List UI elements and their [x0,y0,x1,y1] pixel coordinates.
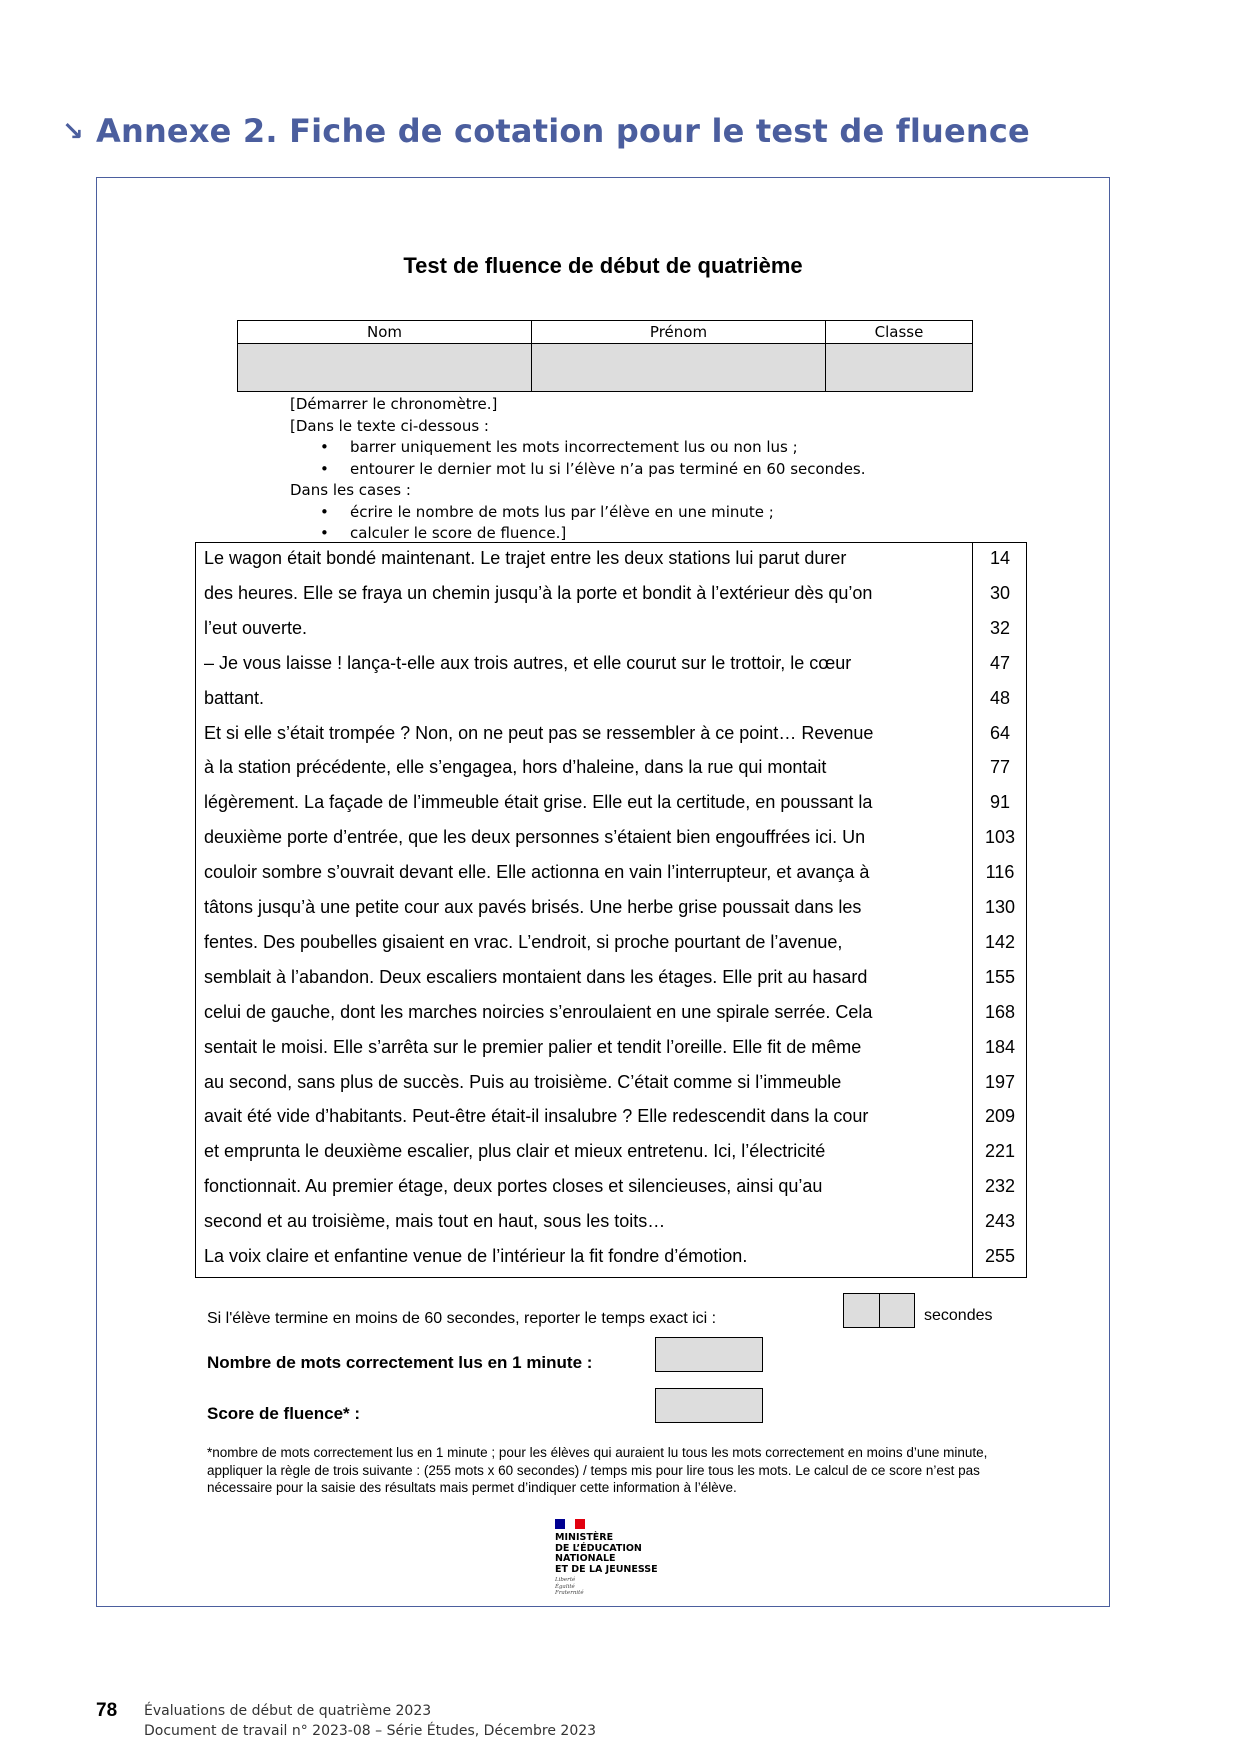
cumulative-word-count: 77 [989,757,1011,778]
flag-stripe [575,1519,585,1529]
text-line [196,892,1026,927]
column-header-nom: Nom [238,321,532,344]
text-line-content: second et au troisième, mais tout en haut, sous les toits… [204,1211,666,1232]
text-line [196,1206,1026,1241]
cumulative-word-count: 232 [984,1176,1016,1197]
text-line [196,1101,1026,1136]
instruction-bullet: • barrer uniquement les mots incorrectement lus ou non lus ; [350,437,930,459]
text-line [196,857,1026,892]
text-line [196,822,1026,857]
cumulative-word-count: 155 [984,966,1016,987]
fluency-score-label: Score de fluence* : [207,1404,361,1423]
text-line-content: semblait à l’abandon. Deux escaliers montaient dans les étages. Elle prit au hasard [204,966,868,987]
instruction-line: [Dans le texte ci-dessous : [290,416,489,435]
cumulative-word-count: 221 [984,1141,1016,1162]
text-line [196,962,1026,997]
text-line-content: couloir sombre s’ouvrait devant elle. Elle actionna en vain l’interrupteur, et avança à [204,862,870,883]
text-line-content: avait été vide d’habitants. Peut-être était-il insalubre ? Elle redescendit dans la cour [204,1106,869,1127]
text-line [196,787,1026,822]
text-line-content: deuxième porte d’entrée, que les deux personnes s’étaient bien engouffrées ici. Un [204,827,866,848]
text-line [196,613,1026,648]
ministry-motto: Liberté Égalité Fraternité [555,1577,584,1596]
text-line-content: à la station précédente, elle s’engagea, hors d’haleine, dans la rue qui montait [204,757,827,778]
instruction-line: [Démarrer le chronomètre.] [290,395,498,413]
text-line-content: légèrement. La façade de l’immeuble était grise. Elle eut la certitude, en poussant la [204,792,873,813]
words-read-label: Nombre de mots correctement lus en 1 minute : [207,1353,593,1372]
text-line [196,997,1026,1032]
text-line-content: battant. [204,687,265,708]
annex-title-text: Annexe 2. Fiche de cotation pour le test de fluence [96,112,1030,150]
text-line [196,718,1026,753]
column-header-prenom: Prénom [532,321,826,344]
text-line-content: La voix claire et enfantine venue de l’intérieur la fit fondre d’émotion. [204,1246,748,1266]
text-line-content: des heures. Elle se fraya un chemin jusqu’à la porte et bondit à l’extérieur dès qu’on [204,582,873,603]
cumulative-word-count: 243 [984,1211,1016,1232]
text-line [196,543,1026,578]
footnote: *nombre de mots correctement lus en 1 minute ; pour les élèves qui auraient lu tous les mots correctement en moins d’une minute, appliquer la règle de trois suivante : (255 mots x 60 secondes) / temps mis pour lire tous les mots. Le calcul de ce score n’est pas nécessaire pour la saisie des résultats mais permet d’indiquer cette information à l’élève. [207,1445,988,1495]
footer-line: Document de travail n° 2023-08 – Série Études, Décembre 2023 [144,1723,597,1739]
footer-line: Évaluations de début de quatrième 2023 [144,1703,432,1719]
text-line [196,578,1026,613]
ministry-logo [555,1519,675,1597]
fluency-score-input[interactable] [655,1388,763,1423]
cumulative-word-count: 116 [985,862,1015,883]
text-line [196,648,1026,683]
cumulative-word-count: 197 [984,1071,1016,1092]
text-line-content: fonctionnait. Au premier étage, deux portes closes et silencieuses, ainsi qu’au [204,1176,823,1197]
cumulative-word-count: 184 [984,1036,1016,1057]
arrow-down-right-icon: ↘ [62,117,84,147]
reading-text-box [195,542,1027,1278]
text-line [196,752,1026,787]
time-label: Si l'élève termine en moins de 60 secondes, reporter le temps exact ici : [207,1310,717,1327]
cumulative-word-count: 30 [989,582,1011,603]
instruction-list [290,437,930,480]
text-line [196,927,1026,962]
text-line-content: Le wagon était bondé maintenant. Le trajet entre les deux stations lui parut durer [204,548,847,568]
text-line [196,1136,1026,1171]
cumulative-word-count: 91 [989,792,1011,813]
text-line-content: fentes. Des poubelles gisaient en vrac. L’endroit, si proche pourtant de l’avenue, [204,931,843,952]
text-line-content: celui de gauche, dont les marches noircies s’enroulaient en une spirale serrée. Cela [204,1001,873,1022]
text-line [196,683,1026,718]
text-line [196,1032,1026,1067]
words-read-input[interactable] [655,1337,763,1372]
text-line [196,1067,1026,1102]
text-line-content: tâtons jusqu’à une petite cour aux pavés brisés. Une herbe grise poussait dans les [204,897,862,917]
text-line [196,1241,1026,1276]
text-line-content: au second, sans plus de succès. Puis au troisième. C’était comme si l’immeuble [204,1071,842,1092]
instruction-list [290,502,930,545]
scoring-sheet-frame [96,177,1110,1607]
form-title: Test de fluence de début de quatrième [403,253,803,278]
time-input[interactable] [843,1293,915,1328]
ministry-name: MINISTÈRE DE L’ÉDUCATION NATIONALE ET DE LA JEUNESSE [555,1532,658,1575]
instruction-bullet: • écrire le nombre de mots lus par l’élève en une minute ; [350,502,930,524]
text-line-content: et emprunta le deuxième escalier, plus clair et mieux entretenu. Ici, l’électricité [204,1141,826,1162]
cumulative-word-count: 32 [989,617,1011,638]
cumulative-word-count: 255 [984,1246,1016,1266]
instruction-line: Dans les cases : [290,481,411,499]
text-line-content: l’eut ouverte. [204,617,308,638]
cumulative-word-count: 142 [984,931,1016,952]
cumulative-word-count: 47 [989,652,1011,673]
flag-stripe [565,1519,575,1529]
instruction-bullet: • calculer le score de fluence.] [350,523,930,545]
cumulative-word-count: 168 [984,1001,1016,1022]
prenom-field[interactable] [532,344,826,392]
cumulative-word-count: 14 [989,548,1011,568]
time-input-separator [879,1294,880,1327]
classe-field[interactable] [826,344,973,392]
french-flag-icon [555,1519,585,1529]
time-unit: secondes [924,1307,993,1324]
instructions [290,394,930,545]
text-line-content: sentait le moisi. Elle s’arrêta sur le premier palier et tendit l’oreille. Elle fit de même [204,1036,862,1057]
cumulative-word-count: 64 [989,722,1011,743]
cumulative-word-count: 103 [984,827,1016,848]
text-line-content: Et si elle s’était trompée ? Non, on ne peut pas se ressembler à ce point… Revenue [204,722,874,743]
nom-field[interactable] [238,344,532,392]
cumulative-word-count: 209 [984,1106,1016,1127]
column-header-classe: Classe [826,321,973,344]
text-line-content: – Je vous laisse ! lança-t-elle aux trois autres, et elle courut sur le trottoir, le cœur [204,652,852,673]
annex-title [62,112,1030,150]
footer [144,1701,596,1741]
text-line [196,1171,1026,1206]
cumulative-word-count: 48 [989,687,1011,708]
page-number: 78 [96,1700,118,1721]
cumulative-word-count: 130 [984,897,1016,917]
student-id-table [237,320,973,392]
flag-stripe [555,1519,565,1529]
instruction-bullet: • entourer le dernier mot lu si l’élève n’a pas terminé en 60 secondes. [350,459,930,481]
